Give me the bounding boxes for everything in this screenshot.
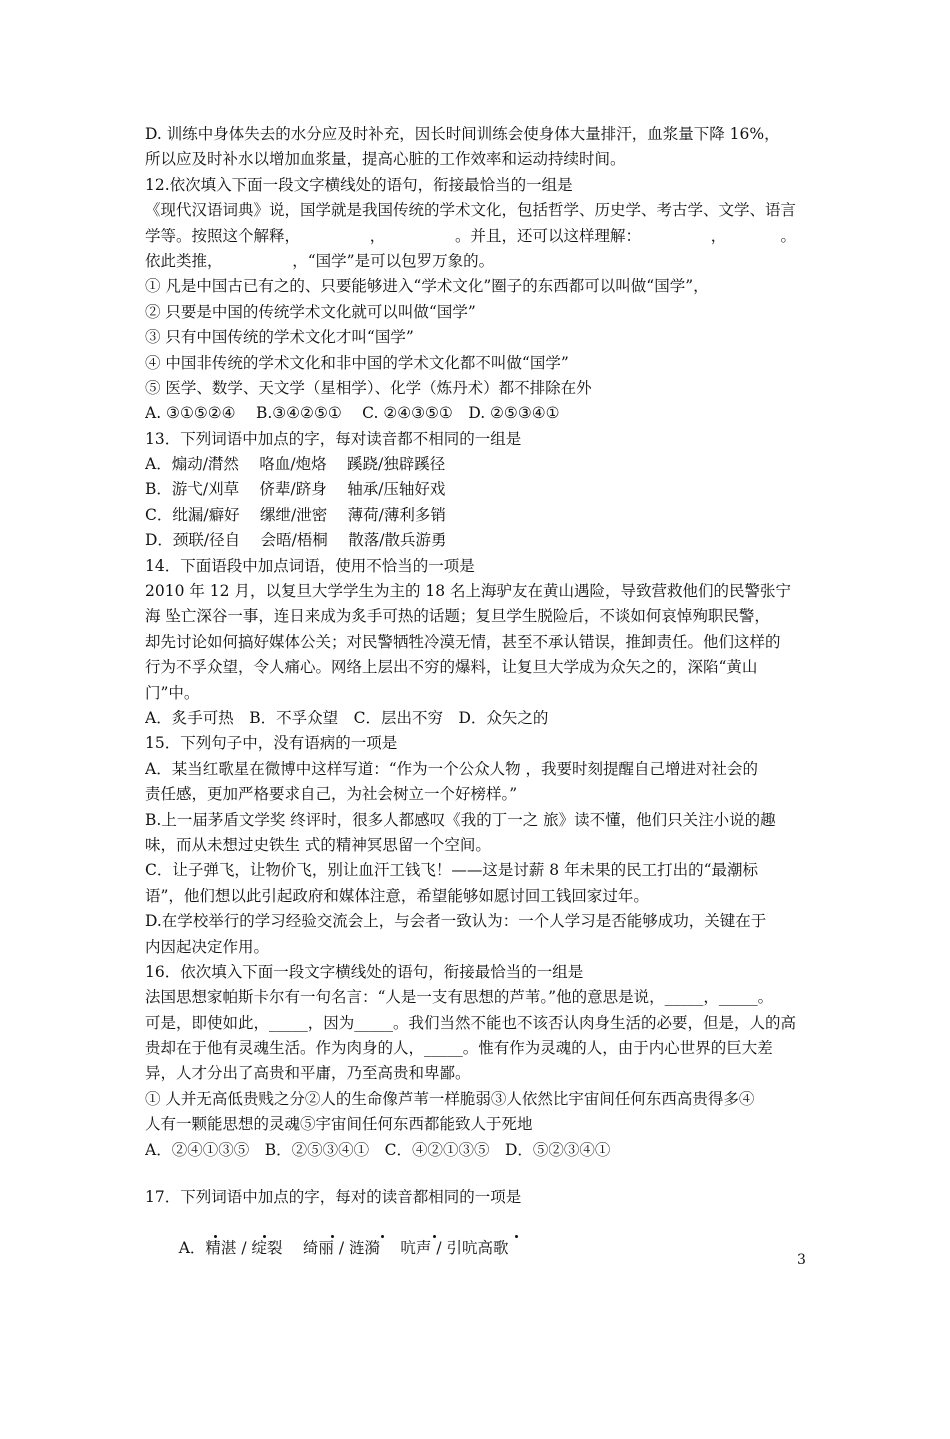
text-line: A．炙手可热 B．不孚众望 C．层出不穷 D．众矢之的 (145, 708, 549, 727)
text-line: 却先讨论如何搞好媒体公关；对民警牺牲冷漠无情，甚至不承认错误，推卸责任。他们这样的 (145, 632, 781, 651)
text-line: ① 人并无高低贵贱之分②人的生命像芦苇一样脆弱③人依然比宇宙间任何东西高贵得多④ (145, 1089, 755, 1108)
page-number: 3 (797, 1252, 806, 1268)
text-lines (145, 122, 810, 1163)
text-line: C．让子弹飞，让物价飞，别让血汗工钱飞！——这是讨薪 8 年未果的民工打出的“最潮标 (145, 861, 759, 880)
q17-stem: 17．下列词语中加点的字，每对的读音都相同的一项是 (145, 1188, 522, 1207)
text-line: 学等。按照这个解释， ， 。并且，还可以这样理解： ， 。 (145, 226, 797, 245)
text-line: 贵却在于他有灵魂生活。作为肉身的人，_____。惟有作为灵魂的人，由于内心世界的巨大差 (145, 1039, 773, 1058)
text-line: 味，而从未想过史铁生 式的精神冥思留一个空间。 (145, 835, 491, 854)
text-line: 法国思想家帕斯卡尔有一句名言：“人是一支有思想的芦苇。”他的意思是说，_____，_____。 (145, 988, 774, 1007)
text-line: C．纰漏/癖好 缧绁/泄密 薄荷/薄利多销 (145, 505, 446, 524)
text-line: ① 凡是中国古已有之的、只要能够进入“学术文化”圈子的东西都可以叫做“国学”， (145, 277, 709, 296)
spacer (145, 1163, 810, 1185)
text-line: 16．依次填入下面一段文字横线处的语句，衔接最恰当的一组是 (145, 962, 584, 981)
text-line: 15．下列句子中，没有语病的一项是 (145, 734, 398, 753)
text-line: B．游弋/刈草 侪辈/跻身 轴承/压轴好戏 (145, 480, 446, 499)
emphasis-dot (515, 1235, 518, 1238)
q17-option-a-text: A．精湛 / 绽裂 绮丽 / 涟漪 吭声 / 引吭高歌 (178, 1238, 509, 1257)
text-line: A．煽动/潸然 咯血/炮烙 蹊跷/独辟蹊径 (145, 455, 446, 474)
text-line: 异，人才分出了高贵和平庸，乃至高贵和卑鄙。 (145, 1064, 471, 1083)
text-line: B.上一届茅盾文学奖 终评时，很多人都感叹《我的丁一之 旅》读不懂，他们只关注小说的趣 (145, 810, 776, 829)
document-body (145, 122, 810, 1257)
text-line: 可是，即使如此，_____，因为_____。我们当然不能也不该否认肉身生活的必要，但是，人的高 (145, 1013, 797, 1032)
text-line: D.在学校举行的学习经验交流会上，与会者一致认为：一个人学习是否能够成功，关键在于 (145, 912, 767, 931)
text-line: ③ 只有中国传统的学术文化才叫“国学” (145, 328, 414, 347)
text-line: D. 训练中身体失去的水分应及时补充，因长时间训练会使身体大量排汗，血浆量下降 16%， (145, 125, 780, 143)
text-line: ④ 中国非传统的学术文化和非中国的学术文化都不叫做“国学” (145, 353, 569, 372)
text-line: 《现代汉语词典》说，国学就是我国传统的学术文化，包括哲学、历史学、考古学、文学、语言 (145, 201, 797, 220)
text-line: A．某当红歌星在微博中这样写道：“作为一个公众人物 ，我要时刻提醒自己增进对社会的 (145, 759, 759, 778)
text-line: 14．下面语段中加点词语，使用不恰当的一项是 (145, 556, 475, 575)
text-line: 行为不孚众望，令人痛心。网络上层出不穷的爆料，让复旦大学成为众矢之的，深陷“黄山 (145, 658, 758, 677)
q17-option-a (145, 1210, 810, 1257)
text-line: 人有一颗能思想的灵魂⑤宇宙间任何东西都能致人于死地 (145, 1115, 533, 1134)
text-line: 内因起决定作用。 (145, 937, 270, 956)
text-line: 海 坠亡深谷一事，连日来成为炙手可热的话题；复旦学生脱险后，不谈如何哀悼殉职民警， (145, 607, 770, 626)
text-line: 2010 年 12 月，以复旦大学学生为主的 18 名上海驴友在黄山遇险，导致营救他们的民警张宁 (145, 582, 792, 601)
text-line: 依此类推， ，“国学”是可以包罗万象的。 (145, 251, 495, 270)
text-line: 13．下列词语中加点的字，每对读音都不相同的一组是 (145, 429, 522, 448)
text-line: ⑤ 医学、数学、天文学（星相学）、化学（炼丹术）都不排除在外 (145, 378, 592, 397)
text-line: 门”中。 (145, 683, 200, 702)
text-line: ② 只要是中国的传统学术文化就可以叫做“国学” (145, 302, 476, 321)
text-line: 所以应及时补水以增加血浆量，提高心脏的工作效率和运动持续时间。 (145, 150, 626, 169)
text-line: A. ③①⑤②④ B.③④②⑤① C. ②④③⑤① D. ②⑤③④① (145, 404, 560, 423)
text-line: D．颈联/径自 会晤/梧桐 散落/散兵游勇 (145, 531, 447, 550)
text-line: 12.依次填入下面一段文字横线处的语句，衔接最恰当的一组是 (145, 175, 573, 194)
text-line: 责任感，更加严格要求自己，为社会树立一个好榜样。” (145, 785, 518, 804)
text-line: A．②④①③⑤ B．②⑤③④① C．④②①③⑤ D．⑤②③④① (145, 1140, 611, 1159)
text-line: 语”，他们想以此引起政府和媒体注意，希望能够如愿讨回工钱回家过年。 (145, 886, 649, 905)
